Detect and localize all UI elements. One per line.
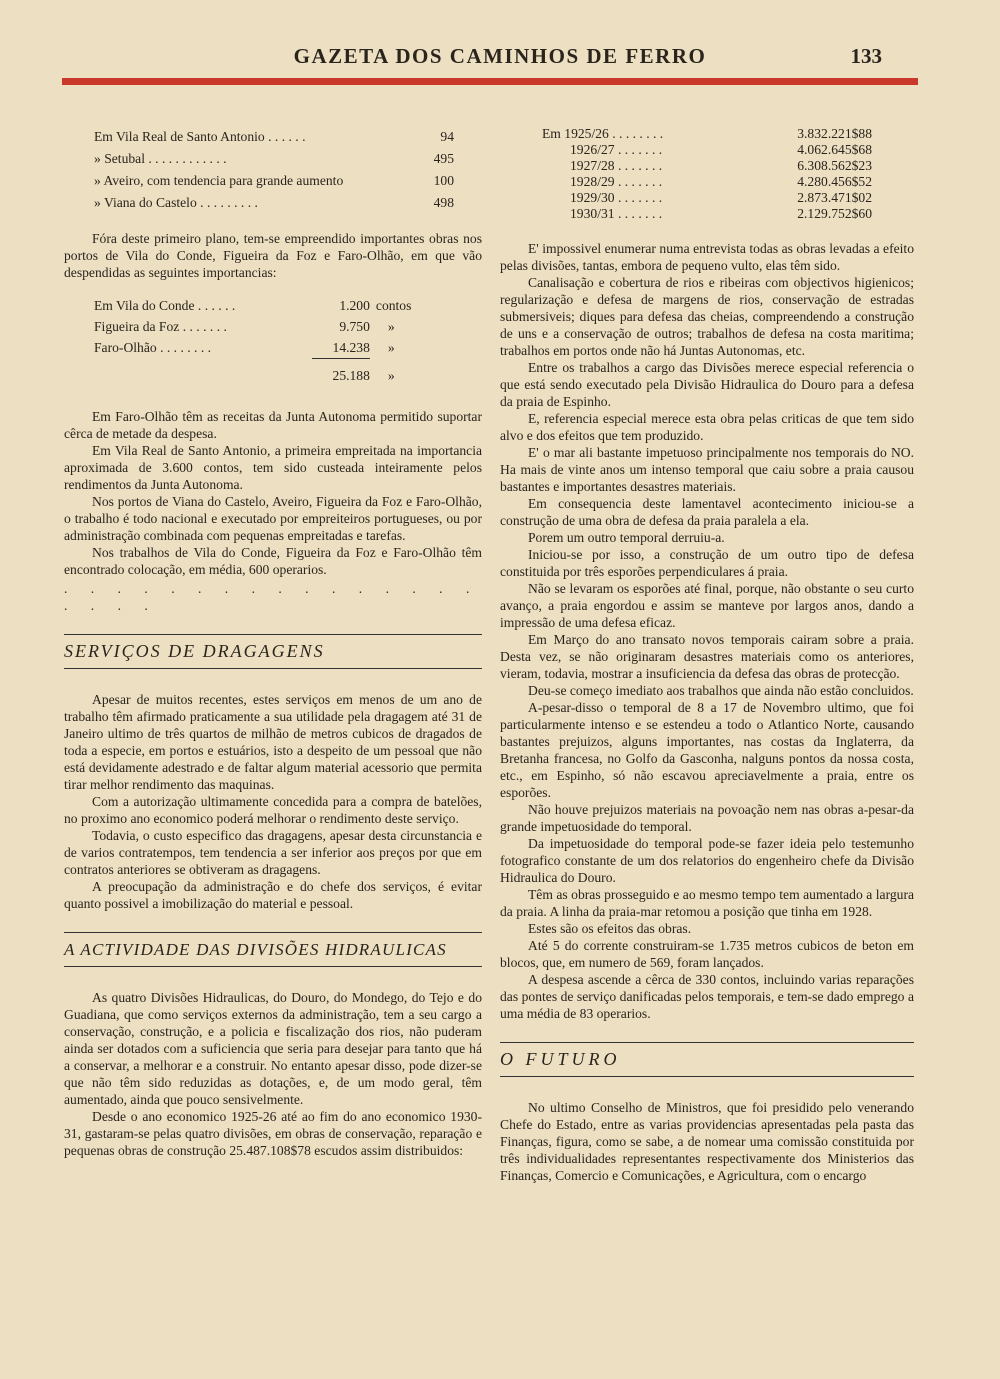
table-row: » Aveiro, com tendencia para grande aumento 100 (94, 173, 454, 188)
table-row: Em 1925/26 . . . . . . . . 3.832.221$88 (542, 126, 872, 141)
header-red-rule (62, 78, 918, 85)
table-row: 1926/27 . . . . . . . 4.062.645$68 (570, 142, 872, 157)
total-row: 25.188 » (94, 359, 434, 387)
paragraph: E' impossivel enumerar numa entrevista todas as obras levadas a efeito pelas divisões, tantas, embora de pequeno vulto, elas têm sido. (500, 241, 914, 273)
right-column (500, 126, 914, 1184)
table-row: 1927/28 . . . . . . . 6.308.562$23 (570, 158, 872, 173)
section-heading-dragagens: SERVIÇOS DE DRAGAGENS (64, 634, 482, 669)
expenditure-by-year-table (542, 126, 872, 222)
paragraph: Deu-se começo imediato aos trabalhos que ainda não estão concluidos. (528, 683, 914, 698)
paragraph: Entre os trabalhos a cargo das Divisões merece especial referencia o que está sendo executado pela Divisão Hidraulica do Douro para a defesa da praia de Espinho. (500, 360, 914, 409)
paragraph: Não se levaram os esporões até final, porque, não obstante o seu curto avanço, a praia engordou e assim se manteve por largos anos, dando a impressão de uma defesa eficaz. (500, 581, 914, 630)
table-row: » Setubal . . . . . . . . . . . . 495 (94, 151, 454, 166)
paragraph: Em Março do ano transato novos temporais cairam sobre a praia. Desta vez, se não originaram desastres materiais como os anteriores, vieram, todavia, mostrar a insuficiencia da defesa das obras de protecção. (500, 632, 914, 681)
paragraph: Têm as obras prosseguido e ao mesmo tempo tem aumentado a largura da praia. A linha da praia-mar retomou a posição que tinha em 1928. (500, 887, 914, 919)
paragraph: Porem um outro temporal derruiu-a. (528, 530, 725, 545)
paragraph: Estes são os efeitos das obras. (528, 921, 692, 936)
paragraph: Com a autorização ultimamente concedida para a compra de batelões, no proximo ano economico poderá melhorar o rendimento deste serviço. (64, 794, 482, 826)
paragraph: Nos portos de Viana do Castelo, Aveiro, Figueira da Foz e Faro-Olhão, o trabalho é todo nacional e executado por empreiteiros portugueses, ou por administração combinada com pequenas empreitadas e tarefas. (64, 494, 482, 543)
table-row: Em Vila do Conde . . . . . . 1.200 contos (94, 298, 412, 313)
port-workers-table (94, 126, 454, 214)
paragraph: Em consequencia deste lamentavel acontecimento iniciou-se a construção de uma obra de defesa da praia paralela a ela. (500, 496, 914, 528)
paragraph: A despesa ascende a cêrca de 330 contos, incluindo varias reparações das pontes de serviço danificadas pelos temporais, e tem-se dado emprego a uma média de 83 operarios. (500, 972, 914, 1021)
ports-cost-table (94, 295, 434, 386)
paragraph: As quatro Divisões Hidraulicas, do Douro, do Mondego, do Tejo e do Guadiana, que como serviços externos da administração, tem a seu cargo a conservação, construção, e a policia e fiscalização dos rios, não puderam ainda ser dotados com a suficiencia que seria para desejar para tanto que há a conservar, a melhorar e a construir. No entanto apesar disso, pode dizer-se que não têm sido reduzidas as dotações, e, de um modo geral, têm aumentado, ainda que pouco sensivelmente. (64, 990, 482, 1107)
paragraph: Iniciou-se por isso, a construção de um outro tipo de defesa constituida por três esporões perpendiculares á praia. (500, 547, 914, 579)
left-column (64, 126, 482, 1159)
paragraph: E, referencia especial merece esta obra pelas criticas de que tem sido alvo e dos efeitos que tem produzido. (500, 411, 914, 443)
paragraph: Em Vila Real de Santo Antonio, a primeira empreitada na importancia aproximada de 3.600 contos, tem sido custeada inteiramente pelos rendimentos da Junta Autonoma. (64, 443, 482, 492)
table-row: 1928/29 . . . . . . . 4.280.456$52 (570, 174, 872, 189)
paragraph: A-pesar-disso o temporal de 8 a 17 de Novembro ultimo, que foi particularmente intenso e se estendeu a todo o Atlantico Norte, causando bastantes prejuizos, alguns importantes, nas costas da Inglaterra, da Bretanha francesa, no Golfo da Gasconha, nalguns pontos da nossa costa, etc., em Espinho, só não escavou apreciavelmente a praia, entre os esporões. (500, 700, 914, 800)
table-row: Em Vila Real de Santo Antonio . . . . . . 94 (94, 129, 454, 144)
ellipsis-separator: . . . . . . . . . . . . . . . . . . . . (64, 581, 480, 613)
page-number: 133 (850, 44, 882, 68)
paragraph: Até 5 do corrente construiram-se 1.735 metros cubicos de beton em blocos, que, em numero de 569, foram lançados. (500, 938, 914, 970)
paragraph: Desde o ano economico 1925-26 até ao fim do ano economico 1930-31, gastaram-se pelas quatro divisões, em obras de conservação, reparação e pequenas obras de construção 25.487.108$78 escudos assim distribuidos: (64, 1109, 482, 1158)
paragraph: No ultimo Conselho de Ministros, que foi presidido pelo venerando Chefe do Estado, entre as varias providencias apresentadas pela pasta das Finanças, figura, como se sabe, a de nomear uma comissão constituida por três individualidades representantes respectivamente dos Ministerios das Finanças, Comercio e Comunicações, e Agricultura, com o encargo (500, 1100, 914, 1183)
paragraph: Todavia, o custo especifico das dragagens, apesar desta circunstancia e de varios contratempos, tem tendencia a ser inferior aos preços por que em contratos anteriores se obtiveram as dragagens. (64, 828, 482, 877)
table-row: Faro-Olhão . . . . . . . . 14.238 » (94, 340, 395, 356)
table-row: 1929/30 . . . . . . . 2.873.471$02 (570, 190, 872, 205)
paragraph: E' o mar ali bastante impetuoso principalmente nos temporais do NO. Ha mais de vinte anos um intenso temporal que caiu sobre a praia causou bastantes e importantes desastres materiais. (500, 445, 914, 494)
table-row: 1930/31 . . . . . . . 2.129.752$60 (570, 206, 872, 221)
section-heading-futuro: O FUTURO (500, 1042, 914, 1077)
table-row: » Viana do Castelo . . . . . . . . . 498 (94, 195, 454, 210)
paragraph: Nos trabalhos de Vila do Conde, Figueira da Foz e Faro-Olhão têm encontrado colocação, em média, 600 operarios. (64, 545, 482, 577)
section-heading-divisoes: A ACTIVIDADE DAS DIVISÕES HIDRAULICAS (64, 932, 482, 967)
table-row: Figueira da Foz . . . . . . . 9.750 » (94, 319, 395, 334)
paragraph: Não houve prejuizos materiais na povoação nem nas obras a-pesar-da grande impetuosidade do temporal. (500, 802, 914, 834)
paragraph: Fóra deste primeiro plano, tem-se empreendido importantes obras nos portos de Vila do Conde, Figueira da Foz e Faro-Olhão, em que vão despendidas as seguintes importancias: (64, 231, 482, 280)
paragraph: Da impetuosidade do temporal pode-se fazer ideia pelo testemunho fotografico constante de um dos relatorios do engenheiro chefe da Divisão Hidraulica do Douro. (500, 836, 914, 885)
paragraph: Em Faro-Olhão têm as receitas da Junta Autonoma permitido suportar cêrca de metade da despesa. (64, 409, 482, 441)
paragraph: Apesar de muitos recentes, estes serviços em menos de um ano de trabalho têm afirmado praticamente a sua utilidade pela dragagem até 31 de Janeiro ultimo de três quartos de milhão de metros cubicos de dragados de toda a especie, em portos e estuários, isto a despeito de um pessoal que não está devidamente adestrado e de faltar algum material acessorio que permita tirar melhor rendimento das maquinas. (64, 692, 482, 792)
paragraph: A preocupação da administração e do chefe dos serviços, é evitar quanto possivel a imobilização do material e pessoal. (64, 879, 482, 911)
journal-title: GAZETA DOS CAMINHOS DE FERRO (293, 44, 707, 68)
paragraph: Canalisação e cobertura de rios e ribeiras com objectivos higienicos; regularização e defesa de margens de rios, conservação de estradas submersiveis; diques para defesa das cheias, compreendendo a construção de uns e a conservação de outros; trabalhos de defesa na costa maritima; trabalhos em portos onde não há Juntas Autonomas, etc. (500, 275, 914, 358)
